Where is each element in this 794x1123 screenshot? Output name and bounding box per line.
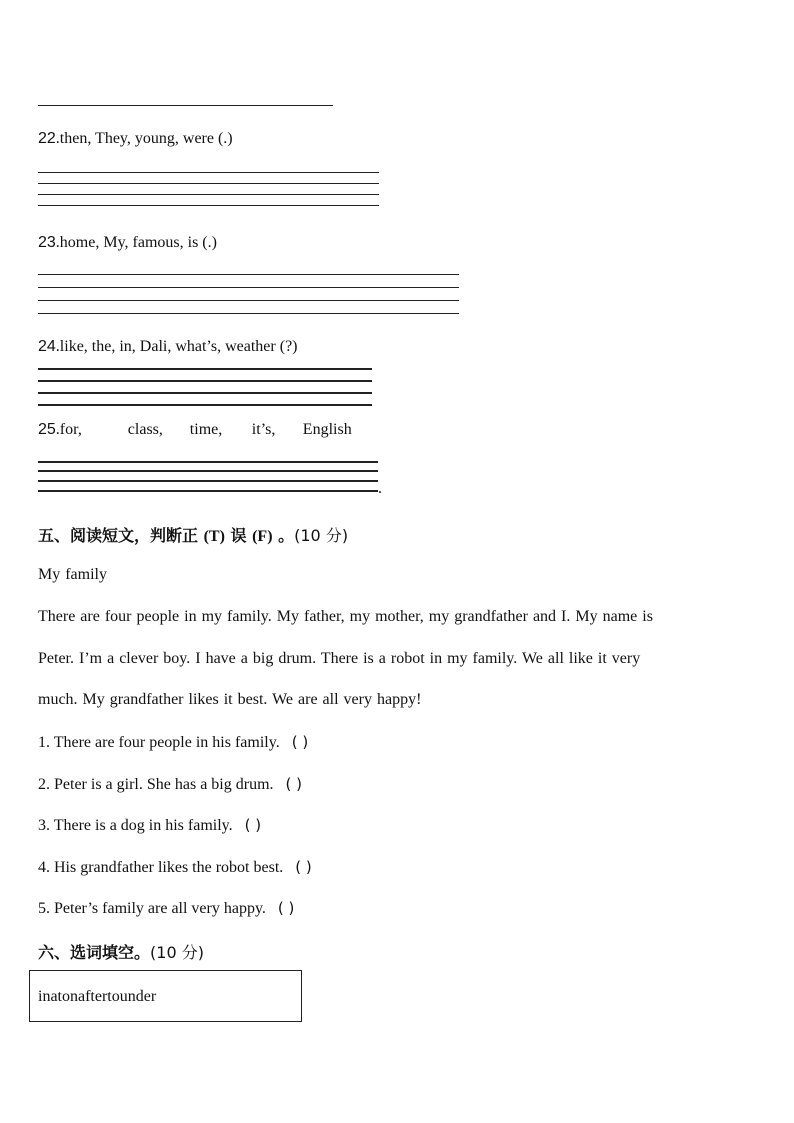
statement-1: [38, 733, 308, 752]
question-number: 24: [38, 338, 56, 355]
question-23: [38, 234, 217, 252]
statement-3: [38, 816, 261, 835]
answer-line-q21[interactable]: [38, 105, 333, 106]
word-bank-box: [29, 970, 302, 1022]
word-bank-text: inatonaftertounder: [38, 988, 157, 1005]
answer-line[interactable]: [38, 300, 459, 301]
passage-title: My family: [38, 566, 107, 583]
statement-text: 3. There is a dog in his family.: [38, 817, 233, 834]
section-6-heading: [38, 940, 204, 963]
answer-line[interactable]: [38, 392, 372, 394]
question-number: 25: [38, 421, 56, 438]
answer-line[interactable]: [38, 380, 372, 382]
answer-line[interactable]: [38, 368, 372, 370]
answer-line[interactable]: [38, 183, 379, 184]
question-number: 23: [38, 234, 56, 251]
statement-text: 1. There are four people in his family.: [38, 734, 280, 751]
answer-blank[interactable]: ( ): [285, 775, 302, 793]
answer-line[interactable]: [38, 480, 378, 482]
end-punctuation: .: [378, 480, 382, 497]
answer-blank[interactable]: ( ): [244, 816, 262, 834]
answer-blank[interactable]: ( ): [291, 733, 309, 751]
section-score: (10 分): [150, 943, 204, 962]
question-word: it’s,: [251, 421, 276, 438]
answer-line[interactable]: [38, 404, 372, 406]
question-25: [38, 421, 352, 439]
answer-line[interactable]: [38, 274, 459, 275]
passage-line: Peter. I’m a clever boy. I have a big drum. There is a robot in my family. We all like it very: [38, 650, 641, 667]
statement-4: [38, 858, 312, 877]
statement-text: 5. Peter’s family are all very happy.: [38, 900, 266, 917]
section-score: (10 分): [294, 526, 349, 545]
section-5-heading: [38, 523, 348, 546]
question-text: .then, They, young, were (.): [55, 130, 233, 147]
answer-line[interactable]: [38, 313, 459, 314]
true-mark: (T): [203, 528, 225, 545]
answer-line[interactable]: [38, 490, 378, 492]
statement-text: 4. His grandfather likes the robot best.: [38, 859, 284, 876]
passage-line: There are four people in my family. My father, my mother, my grandfather and I. My name is: [38, 608, 653, 625]
question-text: .home, My, famous, is (.): [55, 234, 217, 251]
question-text: .like, the, in, Dali, what’s, weather (?): [55, 338, 298, 355]
question-word: class,: [127, 421, 163, 438]
question-24: [38, 338, 298, 356]
statement-5: [38, 899, 294, 918]
heading-text: 误: [230, 526, 247, 545]
answer-line[interactable]: [38, 194, 379, 195]
answer-line[interactable]: [38, 470, 378, 472]
question-word: time,: [189, 421, 223, 438]
question-word: English: [302, 421, 352, 438]
answer-line[interactable]: [38, 287, 459, 288]
heading-text: 五、阅读短文，判断正: [38, 526, 199, 545]
heading-text: 。: [278, 526, 295, 545]
question-number: 22: [38, 130, 56, 147]
answer-line[interactable]: [38, 461, 378, 463]
answer-blank[interactable]: ( ): [277, 899, 295, 917]
question-22: [38, 130, 233, 148]
heading-text: 六、选词填空。: [38, 943, 151, 962]
passage-line: much. My grandfather likes it best. We are all very happy!: [38, 691, 422, 708]
false-mark: (F): [252, 528, 273, 545]
question-word: .for,: [55, 421, 82, 438]
answer-line[interactable]: [38, 205, 379, 206]
answer-line[interactable]: [38, 172, 379, 173]
answer-blank[interactable]: ( ): [295, 858, 312, 876]
statement-2: [38, 775, 302, 794]
statement-text: 2. Peter is a girl. She has a big drum.: [38, 776, 274, 793]
